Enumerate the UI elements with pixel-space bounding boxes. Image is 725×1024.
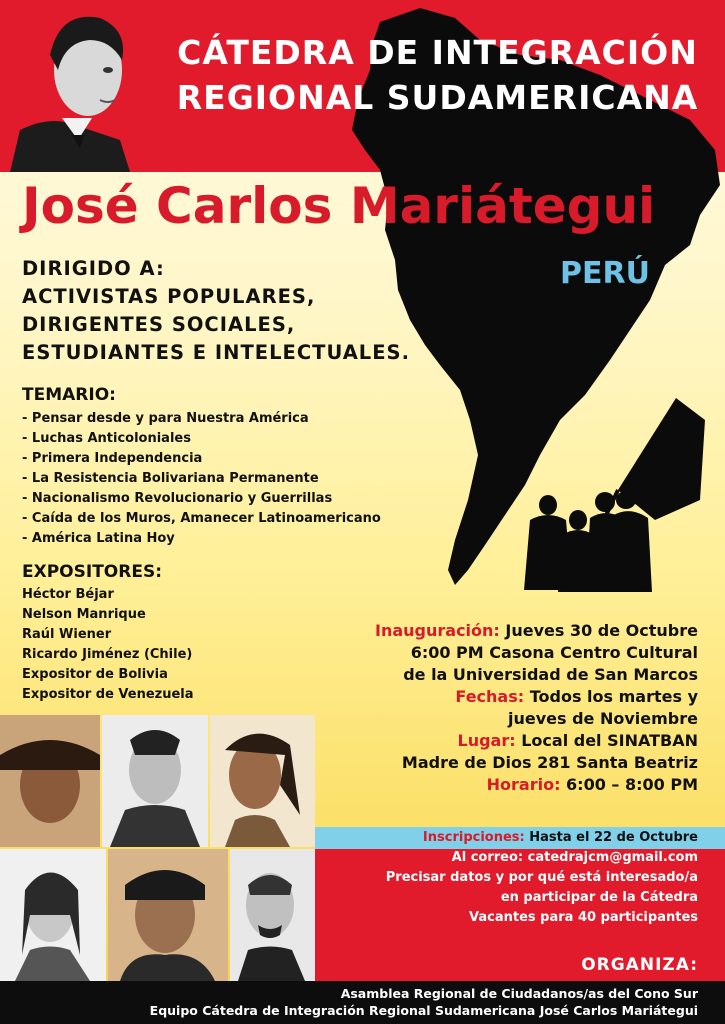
fechas-value: Todos los martes y	[529, 687, 698, 706]
portrait-6	[230, 849, 315, 981]
registration-info	[318, 828, 698, 928]
audience-line: ESTUDIANTES E INTELECTUALES.	[22, 341, 410, 364]
list-item: - La Resistencia Bolivariana Permanente	[22, 471, 319, 486]
expositores-list	[22, 585, 194, 705]
audience-block	[22, 255, 410, 367]
email-line: Al correo: catedrajcm@gmail.com	[451, 850, 698, 865]
list-item: - Primera Independencia	[22, 451, 203, 466]
name-part-2: Mariátegui	[349, 177, 656, 235]
list-item: - Caída de los Muros, Amanecer Latinoamericano	[22, 511, 381, 526]
organizers	[0, 985, 698, 1019]
lugar-line-2: Madre de Dios 281 Santa Beatriz	[401, 753, 698, 772]
country-label: PERÚ	[560, 256, 650, 291]
list-item: - Luchas Anticoloniales	[22, 431, 191, 446]
organiza-title: ORGANIZA:	[581, 955, 698, 975]
inauguracion-value: Jueves 30 de Octubre	[505, 621, 698, 640]
temario-title: TEMARIO:	[22, 385, 116, 405]
portrait-5	[108, 849, 228, 981]
list-item: Ricardo Jiménez (Chile)	[22, 647, 193, 662]
list-item: - Pensar desde y para Nuestra América	[22, 411, 309, 426]
list-item: Raúl Wiener	[22, 627, 112, 642]
inscripciones-line-4: en participar de la Cátedra	[500, 890, 698, 905]
header-line-2: REGIONAL SUDAMERICANA	[176, 78, 699, 117]
list-item: Expositor de Bolivia	[22, 667, 168, 682]
portrait-1	[0, 715, 100, 847]
honoree-name	[22, 176, 655, 236]
list-item: Héctor Béjar	[22, 587, 114, 602]
inauguracion-line-2: 6:00 PM Casona Centro Cultural	[410, 643, 698, 662]
inauguracion-line-3: de la Universidad de San Marcos	[403, 665, 698, 684]
audience-line: DIRIGIDO A:	[22, 257, 165, 280]
temario-list	[22, 409, 381, 549]
organizer-line-2: Equipo Cátedra de Integración Regional Sudamericana José Carlos Mariátegui	[149, 1003, 698, 1018]
portrait-3	[210, 715, 315, 847]
header-line-1: CÁTEDRA DE INTEGRACIÓN	[177, 33, 698, 72]
fechas-line-2: jueves de Noviembre	[508, 709, 698, 728]
inscripciones-line-3: Precisar datos y por qué está interesado/a	[385, 870, 698, 885]
inscripciones-value: Hasta el 22 de Octubre	[529, 830, 698, 845]
list-item: - América Latina Hoy	[22, 531, 175, 546]
inauguracion-label: Inauguración:	[375, 621, 500, 640]
portrait-2	[102, 715, 208, 847]
list-item: - Nacionalismo Revolucionario y Guerrillas	[22, 491, 333, 506]
fechas-label: Fechas:	[455, 687, 525, 706]
audience-line: ACTIVISTAS POPULARES,	[22, 285, 316, 308]
portrait-4	[0, 849, 106, 981]
lugar-label: Lugar:	[457, 731, 516, 750]
header-title	[150, 30, 725, 120]
name-part-1: José Carlos	[22, 177, 333, 235]
list-item: Nelson Manrique	[22, 607, 146, 622]
mariategui-portrait	[0, 0, 150, 172]
lugar-value: Local del SINATBAN	[521, 731, 698, 750]
organizer-line-1: Asamblea Regional de Ciudadanos/as del Cono Sur	[340, 986, 698, 1001]
inscripciones-label: Inscripciones:	[422, 830, 525, 845]
horario-value: 6:00 – 8:00 PM	[566, 775, 698, 794]
horario-label: Horario:	[486, 775, 561, 794]
historical-portraits-grid	[0, 715, 315, 981]
list-item: Expositor de Venezuela	[22, 687, 194, 702]
audience-line: DIRIGENTES SOCIALES,	[22, 313, 296, 336]
expositores-title: EXPOSITORES:	[22, 562, 162, 582]
inscripciones-line-5: Vacantes para 40 participantes	[469, 910, 698, 925]
event-info	[330, 620, 698, 796]
